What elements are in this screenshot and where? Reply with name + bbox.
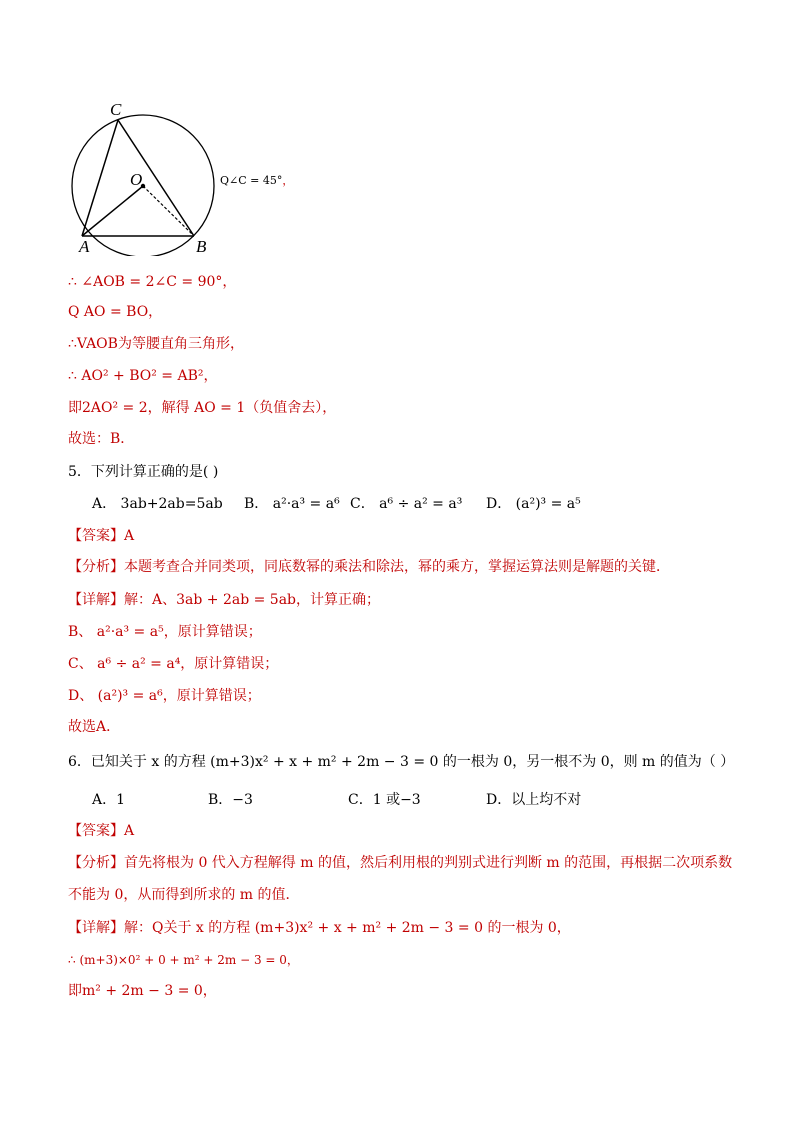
q6-answer: 【答案】A	[68, 823, 135, 839]
segment-ca	[82, 120, 118, 236]
q5-option-d: D． (a²)³ = a⁵	[486, 496, 581, 512]
q5-answer: 【答案】A	[68, 528, 135, 544]
q5-detail-4: D、 (a²)³ = a⁶，原计算错误；	[68, 688, 261, 704]
q5-detail-2: B、 a²·a³ = a⁵，原计算错误；	[68, 624, 262, 640]
solution-line-1: ∴ ∠AOB = 2∠C = 90°，	[68, 274, 237, 290]
q6-detail-3: 即m² + 2m − 3 = 0，	[68, 983, 217, 999]
solution-line-5: 即2AO² = 2，解得 AO = 1（负值舍去），	[68, 400, 337, 416]
q5-detail-1: 【详解】解：A、3ab + 2ab = 5ab，计算正确；	[68, 592, 381, 608]
q5-detail-3: C、 a⁶ ÷ a² = a⁴，原计算错误；	[68, 656, 279, 672]
q6-option-d: D．以上均不对	[486, 792, 582, 808]
solution-conclusion: 故选：B．	[68, 431, 135, 447]
q6-option-c: C．1 或−3	[348, 792, 421, 808]
q6-detail-1: 【详解】解：Q关于 x 的方程 (m+3)x² + x + m² + 2m − 3 = 0 的一根为 0，	[68, 920, 571, 936]
circle-triangle-figure	[62, 96, 222, 256]
label-c: C	[110, 100, 122, 119]
label-b: B	[196, 237, 207, 256]
given-angle: Q∠C = 45°，	[220, 174, 294, 187]
q5-analysis: 【分析】本题考查合并同类项，同底数幂的乘法和除法，幂的乘方，掌握运算法则是解题的关键．	[68, 559, 670, 575]
q5-option-c: C． a⁶ ÷ a² = a³	[350, 496, 463, 512]
solution-line-4: ∴ AO² + BO² = AB²，	[68, 368, 218, 384]
q5-option-b: B． a²·a³ = a⁶	[244, 496, 340, 512]
segment-oa	[82, 186, 143, 236]
q6-option-b: B．−3	[208, 792, 253, 808]
solution-line-3: ∴VAOB为等腰直角三角形，	[68, 336, 244, 352]
q5-option-a: A． 3ab+2ab=5ab	[92, 496, 223, 512]
question-5-stem: 5．下列计算正确的是( )	[68, 464, 219, 480]
q6-analysis-1: 【分析】首先将根为 0 代入方程解得 m 的值，然后利用根的判别式进行判断 m 的范围，再根据二次项系数	[68, 855, 733, 871]
segment-ob-dashed	[143, 186, 194, 236]
solution-line-2: Q AO = BO，	[68, 304, 163, 320]
label-o: O	[130, 170, 143, 189]
q6-analysis-2: 不能为 0，从而得到所求的 m 的值．	[68, 887, 300, 903]
question-6-stem: 6．已知关于 x 的方程 (m+3)x² + x + m² + 2m − 3 = 0 的一根为 0，另一根不为 0，则 m 的值为（ ）	[68, 754, 735, 770]
q5-conclusion: 故选A．	[68, 719, 121, 735]
label-a: A	[79, 237, 90, 256]
q6-option-a: A．1	[92, 792, 126, 808]
q6-detail-2: ∴ (m+3)×0² + 0 + m² + 2m − 3 = 0，	[68, 953, 299, 967]
